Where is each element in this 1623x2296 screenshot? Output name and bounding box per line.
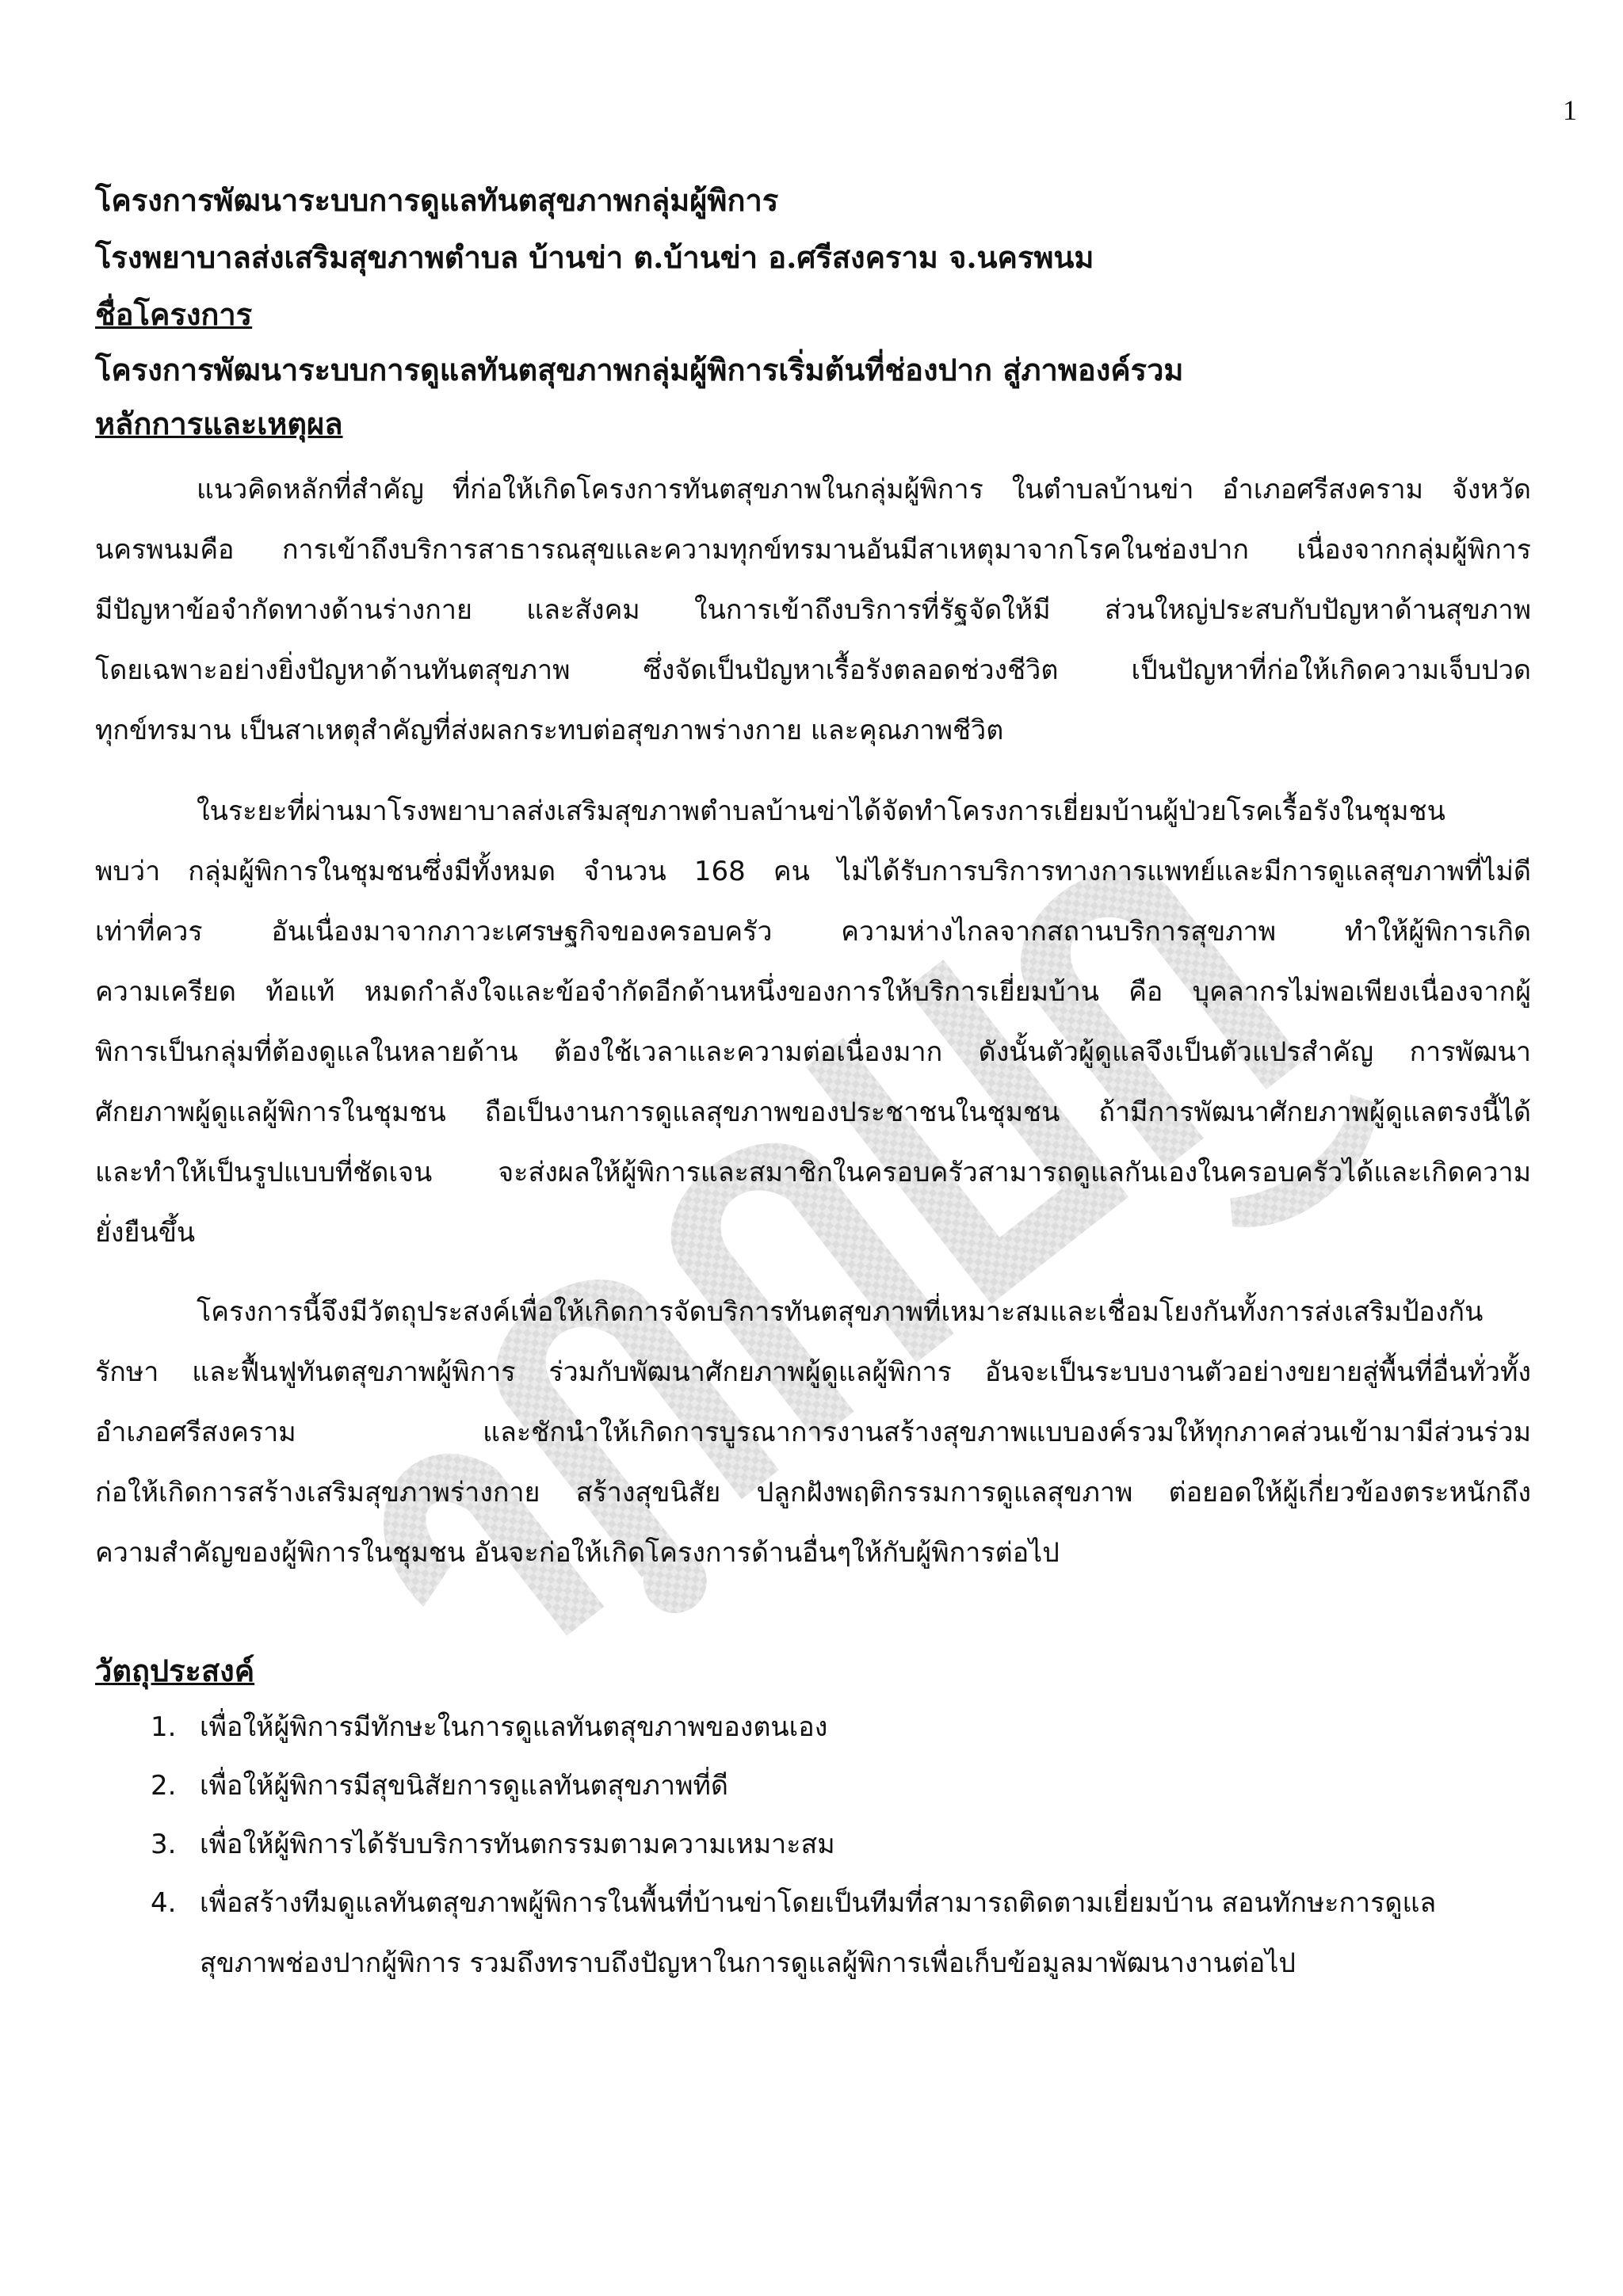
objective-number: 3. xyxy=(151,1829,177,1860)
project-name-heading: ชื่อโครงการ xyxy=(95,296,253,332)
paragraph-2-line: พิการเป็นกลุ่มที่ต้องดูแลในหลายด้าน ต้องใช้เวลาและความต่อเนื่องมาก ดังนั้นตัวผู้ดูแลจึงเป็นตัวแปรสำคัญ การพัฒนา xyxy=(95,1036,1531,1068)
objective-number: 2. xyxy=(151,1770,177,1802)
objective-4-continuation: สุขภาพช่องปากผู้พิการ รวมถึงทราบถึงปัญหาในการดูแลผู้พิการเพื่อเก็บข้อมูลมาพัฒนางานต่อไป xyxy=(200,1947,1296,1979)
objectives-heading: วัตถุประสงค์ xyxy=(95,1653,255,1688)
objective-item xyxy=(151,1705,827,1748)
page-number: 1 xyxy=(1563,94,1577,126)
objective-item xyxy=(151,1764,728,1806)
document-title-line-1: โครงการพัฒนาระบบการดูแลทันตสุขภาพกลุ่มผู้พิการ xyxy=(95,182,779,218)
objective-item xyxy=(151,1881,1436,1924)
paragraph-2-line: เท่าที่ควร อันเนื่องมาจากภาวะเศรษฐกิจของครอบครัว ความห่างไกลจากสถานบริการสุขภาพ ทำให้ผู้พิการเกิด xyxy=(95,916,1531,948)
paragraph-1-line: โดยเฉพาะอย่างยิ่งปัญหาด้านทันตสุขภาพ ซึ่งจัดเป็นปัญหาเรื้อรังตลอดช่วงชีวิต เป็นปัญหาที่ก่อให้เกิดความเจ็บปวด xyxy=(95,654,1531,686)
paragraph-1-line: นครพนมคือ การเข้าถึงบริการสาธารณสุขและความทุกข์ทรมานอันมีสาเหตุมาจากโรคในช่องปาก เนื่องจากกลุ่มผู้พิการ xyxy=(95,534,1531,566)
paragraph-3-line: รักษา และฟื้นฟูทันตสุขภาพผู้พิการ ร่วมกับพัฒนาศักยภาพผู้ดูแลผู้พิการ อันจะเป็นระบบงานตัวอย่างขยายสู่พื้นที่อื่นทั่วทั้ง xyxy=(95,1356,1531,1388)
objective-text: เพื่อให้ผู้พิการมีทักษะในการดูแลทันตสุขภาพของตนเอง xyxy=(200,1711,828,1743)
objective-number: 4. xyxy=(151,1887,177,1919)
paragraph-2-line: ยั่งยืนขึ้น xyxy=(95,1217,196,1249)
paragraph-3-line: ก่อให้เกิดการสร้างเสริมสุขภาพร่างกาย สร้างสุขนิสัย ปลูกฝังพฤติกรรมการดูแลสุขภาพ ต่อยอดให้ผู้เกี่ยวข้องตระหนักถึง xyxy=(95,1477,1531,1508)
paragraph-2-line: ความเครียด ท้อแท้ หมดกำลังใจและข้อจำกัดอีกด้านหนึ่งของการให้บริการเยี่ยมบ้าน คือ บุคลากรไม่พอเพียงเนื่องจากผู้ xyxy=(95,976,1531,1008)
paragraph-2-line: ศักยภาพผู้ดูแลผู้พิการในชุมชน ถือเป็นงานการดูแลสุขภาพของประชาชนในชุมชน ถ้ามีการพัฒนาศักยภาพผู้ดูแลตรงนี้ได้ xyxy=(95,1097,1531,1128)
objective-text: เพื่อให้ผู้พิการได้รับบริการทันตกรรมตามความเหมาะสม xyxy=(200,1829,835,1860)
rationale-heading: หลักการและเหตุผล xyxy=(95,406,343,441)
paragraph-3-line: โครงการนี้จึงมีวัตถุประสงค์เพื่อให้เกิดการจัดบริการทันตสุขภาพที่เหมาะสมและเชื่อมโยงกันทั้งการส่งเสริมป้องกัน xyxy=(197,1296,1484,1328)
paragraph-1-line: แนวคิดหลักที่สำคัญ ที่ก่อให้เกิดโครงการทันตสุขภาพในกลุ่มผู้พิการ ในตำบลบ้านข่า อำเภอศรีสงคราม จังหวัด xyxy=(197,474,1531,505)
objective-number: 1. xyxy=(151,1711,177,1743)
objective-text: เพื่อให้ผู้พิการมีสุขนิสัยการดูแลทันตสุขภาพที่ดี xyxy=(200,1770,728,1802)
project-name: โครงการพัฒนาระบบการดูแลทันตสุขภาพกลุ่มผู้พิการเริ่มต้นที่ช่องปาก สู่ภาพองค์รวม xyxy=(95,352,1184,387)
document-title-line-2: โรงพยาบาลส่งเสริมสุขภาพตำบล บ้านข่า ต.บ้านข่า อ.ศรีสงคราม จ.นครพนม xyxy=(95,239,1094,275)
paragraph-2-line: ในระยะที่ผ่านมาโรงพยาบาลส่งเสริมสุขภาพตำบลบ้านข่าได้จัดทำโครงการเยี่ยมบ้านผู้ป่วยโรคเรื้อรังในชุมชน xyxy=(197,795,1445,827)
paragraph-3-line: ความสำคัญของผู้พิการในชุมชน อันจะก่อให้เกิดโครงการด้านอื่นๆให้กับผู้พิการต่อไป xyxy=(95,1537,1060,1569)
paragraph-1-line: ทุกข์ทรมาน เป็นสาเหตุสำคัญที่ส่งผลกระทบต่อสุขภาพร่างกาย และคุณภาพชีวิต xyxy=(95,715,1004,746)
paragraph-2-line: และทำให้เป็นรูปแบบที่ชัดเจน จะส่งผลให้ผู้พิการและสมาชิกในครอบครัวสามารถดูแลกันเองในครอบครัวได้และเกิดความ xyxy=(95,1157,1531,1188)
objective-item xyxy=(151,1822,835,1865)
objective-text: เพื่อสร้างทีมดูแลทันตสุขภาพผู้พิการในพื้นที่บ้านข่าโดยเป็นทีมที่สามารถติดตามเยี่ยมบ้าน สอนทักษะการดูแล xyxy=(200,1887,1437,1919)
paragraph-2-line: พบว่า กลุ่มผู้พิการในชุมชนซึ่งมีทั้งหมด จำนวน 168 คน ไม่ได้รับการบริการทางการแพทย์และมีการดูแลสุขภาพที่ไม่ดี xyxy=(95,856,1531,887)
paragraph-1-line: มีปัญหาข้อจำกัดทางด้านร่างกาย และสังคม ในการเข้าถึงบริการที่รัฐจัดให้มี ส่วนใหญ่ประสบกับปัญหาด้านสุขภาพ xyxy=(95,594,1531,626)
paragraph-3-line: อำเภอศรีสงคราม และชักนำให้เกิดการบูรณาการงานสร้างสุขภาพแบบองค์รวมให้ทุกภาคส่วนเข้ามามีส่วนร่วม xyxy=(95,1417,1531,1448)
